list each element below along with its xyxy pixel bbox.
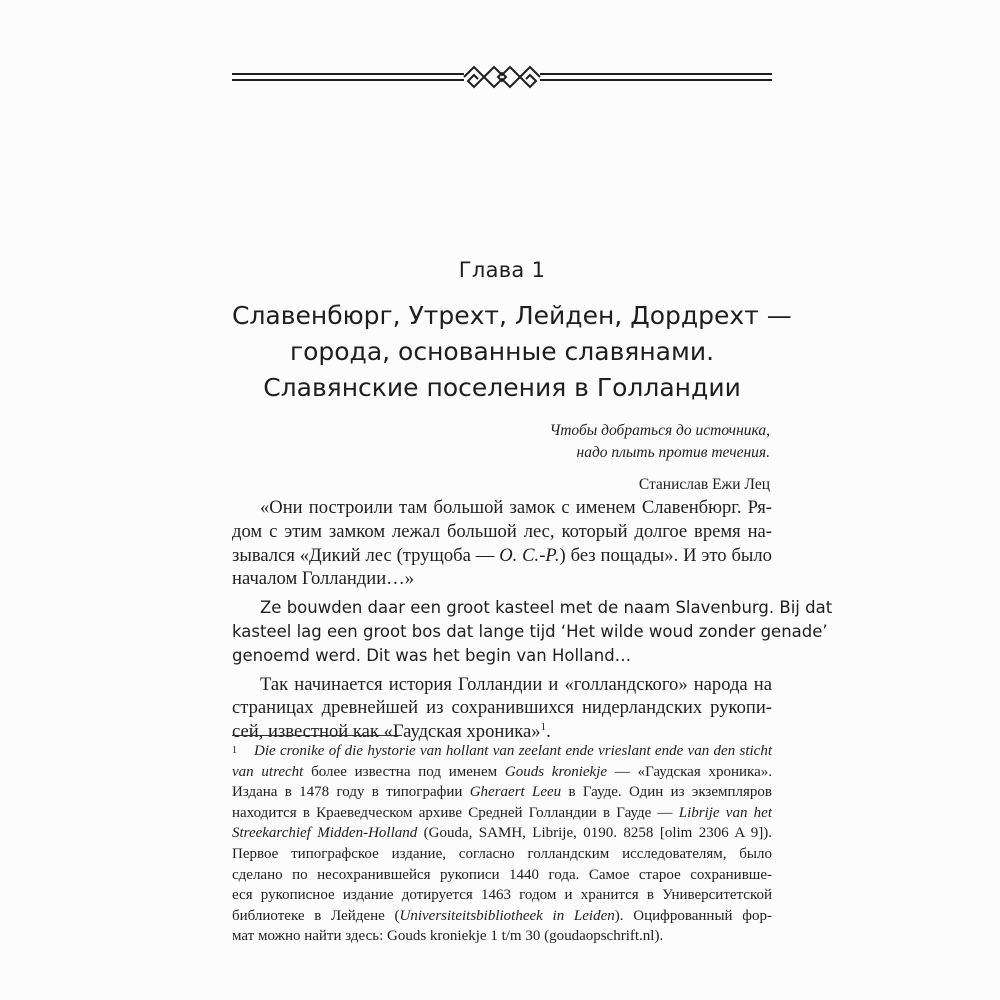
footnote-line: Первое типографское издание, согласно голландским исследователям, было: [232, 845, 772, 862]
text-segment: в Гауде. Один из экземпляров: [561, 784, 772, 801]
text-segment: библиотеке в Лейдене (: [232, 907, 400, 924]
epigraph-line: надо плыть против течения.: [576, 444, 770, 461]
paragraph-quote-dutch: [232, 596, 833, 667]
footnote-line: [232, 762, 772, 783]
text-italic: Streekarchief Midden-Holland: [232, 825, 418, 842]
text-segment: ). Оцифрованный фор-: [614, 907, 772, 924]
text-line: Так начинается история Голландии и «голландского» народа на: [260, 673, 772, 695]
author-initials: О. С.-Р.: [499, 544, 560, 566]
text-segment: .: [546, 721, 551, 743]
text-segment: зывался «Дикий лес (трущоба —: [232, 544, 500, 566]
ornament-knot-center: [484, 67, 520, 87]
text-segment: — «Гаудская хроника».: [607, 763, 773, 780]
text-italic: Librije van het: [678, 804, 772, 821]
footnote-line: мат можно найти здесь: Gouds kroniekje 1 t/m 30 (goudaopschrift.nl).: [232, 928, 664, 945]
text-line: [232, 544, 772, 568]
chapter-title-line: города, основанные славянами.: [289, 337, 715, 366]
chapter-label: Глава 1: [458, 258, 546, 282]
paragraph-quote-russian: [232, 496, 772, 591]
footnote-line: еся рукописное издание дотируется 1463 годом и хранится в Университетской: [232, 887, 772, 904]
chapter-title-line: Славенбюрг, Утрехт, Лейден, Дордрехт —: [232, 301, 792, 330]
text-segment: находится в Краеведческом архиве Средней Голландии в Гауде —: [232, 804, 679, 821]
interlace-ornament-icon: [232, 60, 772, 94]
text-segment: сей, известной как «Гаудская хроника»: [232, 721, 541, 743]
text-line: genoemd werd. Dit was het begin van Holland…: [232, 645, 632, 665]
chapter-title-line: Славянские поселения в Голландии: [263, 373, 741, 402]
text-italic: Gouds kroniekje: [504, 763, 608, 780]
text-segment: (Gouda, SAMH, Librije, 0190. 8258 [olim 2306 A 9]).: [417, 825, 772, 842]
text-line: kasteel lag een groot bos dat lange tijd ‘Het wilde woud zonder genade’: [232, 621, 828, 641]
ornament-knot-left: [464, 67, 484, 87]
text-italic: Universiteitsbibliotheek in Leiden: [399, 907, 615, 924]
body-text: [232, 496, 833, 749]
text-line: «Они построили там большой замок с именем Славенбюрг. Ря-: [260, 497, 772, 518]
epigraph-line: Чтобы добраться до источника,: [549, 422, 770, 439]
text-line: страницах древнейшей из сохранившихся нидерландских рукопи-: [232, 697, 772, 719]
footnote-marker: 1: [232, 745, 237, 756]
text-italic: van utrecht: [232, 763, 304, 780]
footnote-line: [232, 741, 772, 762]
text-line: Ze bouwden daar een groot kasteel met de naam Slavenburg. Bij dat: [260, 598, 833, 618]
ornament-knot-right: [520, 67, 540, 87]
text-segment: ) без пощады». И это было: [559, 544, 772, 566]
footnote-reference[interactable]: 1: [540, 720, 547, 733]
footnote-line: [232, 823, 772, 844]
text-segment: Издана в 1478 году в типографии: [232, 784, 470, 801]
text-line: началом Голландии…»: [232, 568, 415, 590]
chapter-title: [232, 298, 792, 406]
footnote-divider: [232, 735, 402, 736]
footnote: [232, 741, 772, 947]
epigraph-author: Станислав Ежи Лец: [638, 476, 770, 493]
footnote-line: сделано по несохранившейся рукописи 1440 года. Самое старое сохранивше-: [232, 866, 772, 883]
text-segment: более известна под именем: [303, 763, 505, 780]
footnote-line: [232, 906, 772, 927]
text-line: дом с этим замком лежал большой лес, который долгое время на-: [232, 520, 772, 542]
footnote-line: [232, 803, 772, 824]
text-italic: Gheraert Leeu: [469, 784, 562, 801]
text-italic: Die cronike of die hystorie van hollant van zeelant ende vrieslant ende van den sticht: [254, 743, 772, 759]
footnote-line: [232, 782, 772, 803]
paragraph-intro: [232, 673, 772, 744]
epigraph: [480, 420, 770, 496]
